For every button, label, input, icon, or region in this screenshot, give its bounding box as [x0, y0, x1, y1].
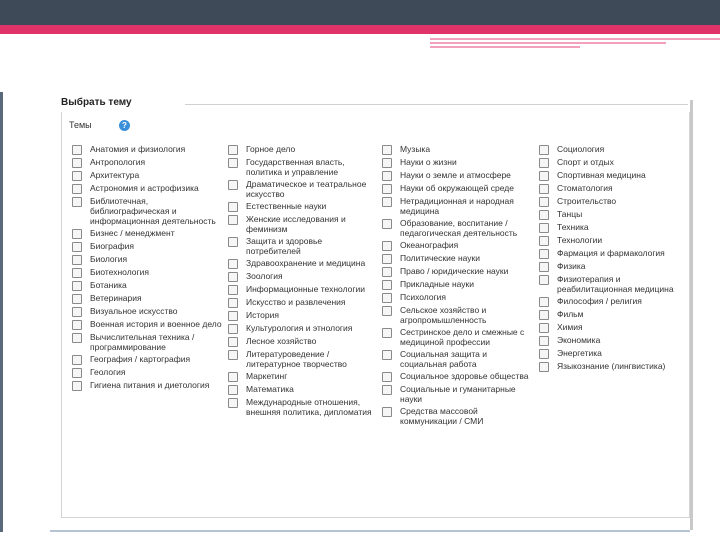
topic-option[interactable] [228, 258, 378, 269]
topic-label[interactable]: Визуальное искусство [90, 306, 178, 316]
topics-fieldset [61, 112, 690, 518]
topic-label[interactable]: Экономика [557, 335, 601, 345]
topic-option[interactable] [72, 367, 222, 378]
topics-legend [69, 120, 127, 130]
topic-option[interactable] [228, 384, 378, 395]
topic-checkbox[interactable] [228, 215, 238, 225]
topic-checkbox[interactable] [228, 324, 238, 334]
topic-checkbox[interactable] [72, 333, 82, 343]
topic-checkbox[interactable] [72, 381, 82, 391]
topic-label[interactable]: Бизнес / менеджмент [90, 228, 175, 238]
topic-checkbox[interactable] [382, 158, 392, 168]
topic-checkbox[interactable] [382, 328, 392, 338]
topic-label[interactable]: Прикладные науки [400, 279, 474, 289]
topic-option[interactable] [539, 157, 689, 168]
topic-option[interactable] [228, 144, 378, 155]
topic-label[interactable]: Техника [557, 222, 589, 232]
topic-checkbox[interactable] [72, 171, 82, 181]
topic-option[interactable] [539, 144, 689, 155]
topic-option[interactable] [228, 323, 378, 334]
topic-checkbox[interactable] [72, 255, 82, 265]
topic-checkbox[interactable] [228, 202, 238, 212]
topic-label[interactable]: Женские исследования и феминизм [246, 214, 346, 234]
top-header-bar [0, 0, 720, 25]
topic-column-2 [228, 144, 378, 419]
topic-option[interactable] [382, 305, 532, 325]
panel-title: Выбрать тему [61, 97, 132, 108]
topic-label[interactable]: Математика [246, 384, 294, 394]
topic-option[interactable] [539, 274, 689, 294]
topic-label[interactable]: Биография [90, 241, 134, 251]
topic-label[interactable]: Энергетика [557, 348, 602, 358]
topic-option[interactable] [228, 157, 378, 177]
topic-label[interactable]: Ветеринария [90, 293, 142, 303]
topic-checkbox[interactable] [382, 306, 392, 316]
topic-option[interactable] [72, 306, 222, 317]
topic-option[interactable] [539, 209, 689, 220]
topic-checkbox[interactable] [72, 184, 82, 194]
topic-option[interactable] [72, 267, 222, 278]
topic-option[interactable] [228, 214, 378, 234]
topic-label[interactable]: Средства массовой коммуникации / СМИ [400, 406, 484, 426]
topic-checkbox[interactable] [72, 268, 82, 278]
topic-checkbox[interactable] [228, 272, 238, 282]
topic-label[interactable]: Драматическое и театральное искусство [246, 179, 367, 199]
topic-option[interactable] [72, 196, 222, 226]
topic-checkbox[interactable] [382, 372, 392, 382]
topic-column-4 [539, 144, 689, 374]
topic-option[interactable] [382, 196, 532, 216]
topic-option[interactable] [228, 179, 378, 199]
topic-checkbox[interactable] [539, 145, 549, 155]
left-border [0, 92, 3, 532]
topic-option[interactable] [72, 354, 222, 365]
topic-option[interactable] [228, 371, 378, 382]
topic-label[interactable]: Сельское хозяйство и агропромышленность [400, 305, 487, 325]
topic-label[interactable]: Химия [557, 322, 583, 332]
topic-option[interactable] [382, 406, 532, 426]
topic-checkbox[interactable] [382, 197, 392, 207]
topic-label[interactable]: Маркетинг [246, 371, 288, 381]
topic-checkbox[interactable] [539, 197, 549, 207]
topic-option[interactable] [228, 201, 378, 212]
decorative-line [430, 42, 666, 44]
topic-option[interactable] [539, 183, 689, 194]
topic-option[interactable] [382, 371, 532, 382]
topic-label[interactable]: Социология [557, 144, 605, 154]
topic-label[interactable]: Здравоохранение и медицина [246, 258, 366, 268]
topic-option[interactable] [382, 327, 532, 347]
topic-label[interactable]: Ботаника [90, 280, 127, 290]
topic-checkbox[interactable] [539, 275, 549, 285]
topic-label[interactable]: Науки о жизни [400, 157, 457, 167]
decorative-line [430, 38, 720, 40]
topic-checkbox[interactable] [72, 355, 82, 365]
topic-option[interactable] [539, 335, 689, 346]
topic-label[interactable]: Естественные науки [246, 201, 327, 211]
topic-checkbox[interactable] [228, 385, 238, 395]
topic-checkbox[interactable] [228, 158, 238, 168]
topic-option[interactable] [539, 322, 689, 333]
topic-label[interactable]: Право / юридические науки [400, 266, 509, 276]
topic-checkbox[interactable] [228, 237, 238, 247]
topic-option[interactable] [72, 254, 222, 265]
topic-option[interactable] [72, 157, 222, 168]
topic-checkbox[interactable] [539, 171, 549, 181]
topic-checkbox[interactable] [539, 362, 549, 372]
topic-checkbox[interactable] [72, 368, 82, 378]
topic-label[interactable]: Стоматология [557, 183, 613, 193]
topic-checkbox[interactable] [228, 285, 238, 295]
topic-option[interactable] [539, 348, 689, 359]
topic-option[interactable] [228, 336, 378, 347]
topic-checkbox[interactable] [72, 320, 82, 330]
topic-label[interactable]: Лесное хозяйство [246, 336, 317, 346]
topic-checkbox[interactable] [228, 259, 238, 269]
topic-checkbox[interactable] [228, 145, 238, 155]
topic-option[interactable] [72, 241, 222, 252]
topic-checkbox[interactable] [382, 171, 392, 181]
topic-label[interactable]: Нетрадиционная и народная медицина [400, 196, 514, 216]
topic-label[interactable]: Анатомия и физиология [90, 144, 186, 154]
topic-label[interactable]: Технологии [557, 235, 603, 245]
topic-label[interactable]: Социальные и гуманитарные науки [400, 384, 516, 404]
topic-option[interactable] [382, 279, 532, 290]
topic-checkbox[interactable] [539, 349, 549, 359]
topic-option[interactable] [228, 397, 378, 417]
topic-label[interactable]: Политические науки [400, 253, 481, 263]
topic-label[interactable]: Фармация и фармакология [557, 248, 665, 258]
topic-checkbox[interactable] [382, 145, 392, 155]
topic-option[interactable] [382, 292, 532, 303]
topic-column-1 [72, 144, 222, 393]
topic-checkbox[interactable] [72, 281, 82, 291]
topic-option[interactable] [228, 236, 378, 256]
topic-option[interactable] [539, 222, 689, 233]
topic-checkbox[interactable] [228, 337, 238, 347]
topic-label[interactable]: Социальное здоровье общества [400, 371, 529, 381]
topic-option[interactable] [228, 297, 378, 308]
topic-option[interactable] [382, 349, 532, 369]
topic-option[interactable] [382, 253, 532, 264]
topic-checkbox[interactable] [539, 249, 549, 259]
topic-label[interactable]: Физиотерапия и реабилитационная медицина [557, 274, 674, 294]
topic-label[interactable]: Библиотечная, библиографическая и информационная деятельность [90, 196, 216, 226]
topic-option[interactable] [539, 170, 689, 181]
topic-checkbox[interactable] [228, 298, 238, 308]
topic-option[interactable] [382, 240, 532, 251]
topic-checkbox[interactable] [382, 184, 392, 194]
topic-label[interactable]: Антропология [90, 157, 146, 167]
topic-option[interactable] [382, 157, 532, 168]
topic-label[interactable]: Государственная власть, политика и управление [246, 157, 345, 177]
topic-checkbox[interactable] [382, 280, 392, 290]
topic-option[interactable] [539, 235, 689, 246]
topic-checkbox[interactable] [228, 180, 238, 190]
topic-label[interactable]: Фильм [557, 309, 584, 319]
topic-option[interactable] [228, 349, 378, 369]
topic-label[interactable]: Танцы [557, 209, 583, 219]
topic-checkbox[interactable] [228, 372, 238, 382]
topic-label[interactable]: История [246, 310, 279, 320]
topic-option[interactable] [382, 384, 532, 404]
decorative-line [430, 46, 580, 48]
topic-checkbox[interactable] [539, 236, 549, 246]
topic-checkbox[interactable] [539, 210, 549, 220]
topic-option[interactable] [72, 228, 222, 239]
topic-label[interactable]: Музыка [400, 144, 431, 154]
topic-label[interactable]: Спортивная медицина [557, 170, 646, 180]
topic-option[interactable] [539, 248, 689, 259]
topic-option[interactable] [539, 261, 689, 272]
topic-option[interactable] [72, 319, 222, 330]
topic-selection-panel [48, 92, 688, 528]
topic-label[interactable]: Литературоведение / литературное творчество [246, 349, 347, 369]
topic-label[interactable]: География / картография [90, 354, 191, 364]
topic-option[interactable] [382, 183, 532, 194]
topic-option[interactable] [382, 218, 532, 238]
right-border [690, 100, 693, 530]
topic-label[interactable]: Защита и здоровье потребителей [246, 236, 323, 256]
topic-checkbox[interactable] [382, 293, 392, 303]
topic-checkbox[interactable] [228, 350, 238, 360]
topic-checkbox[interactable] [539, 158, 549, 168]
topic-checkbox[interactable] [539, 336, 549, 346]
title-divider [185, 104, 688, 105]
topic-option[interactable] [382, 170, 532, 181]
topic-label[interactable]: Горное дело [246, 144, 296, 154]
topic-checkbox[interactable] [382, 241, 392, 251]
topic-checkbox[interactable] [72, 145, 82, 155]
topic-checkbox[interactable] [228, 398, 238, 408]
topic-label[interactable]: Гигиена питания и диетология [90, 380, 210, 390]
topic-checkbox[interactable] [539, 223, 549, 233]
topic-option[interactable] [539, 296, 689, 307]
topic-checkbox[interactable] [72, 307, 82, 317]
topic-label[interactable]: Вычислительная техника / программирование [90, 332, 195, 352]
topic-option[interactable] [539, 309, 689, 320]
topic-option[interactable] [72, 170, 222, 181]
topic-checkbox[interactable] [72, 294, 82, 304]
topic-checkbox[interactable] [72, 242, 82, 252]
topic-label[interactable]: Искусство и развлечения [246, 297, 346, 307]
topic-label[interactable]: Информационные технологии [246, 284, 365, 294]
topic-label[interactable]: Спорт и отдых [557, 157, 614, 167]
topic-checkbox[interactable] [539, 262, 549, 272]
topic-label[interactable]: Культурология и этнология [246, 323, 353, 333]
topic-checkbox[interactable] [382, 407, 392, 417]
topic-label[interactable]: Военная история и военное дело [90, 319, 222, 329]
topic-label[interactable]: Физика [557, 261, 586, 271]
topic-option[interactable] [72, 280, 222, 291]
topic-column-3 [382, 144, 532, 428]
topic-label[interactable]: Сестринское дело и смежные с медициной профессии [400, 327, 525, 347]
topic-checkbox[interactable] [382, 219, 392, 229]
topics-legend-label: Темы [69, 120, 92, 130]
topic-label[interactable]: Зоология [246, 271, 283, 281]
topic-label[interactable]: Философия / религия [557, 296, 642, 306]
topic-option[interactable] [539, 196, 689, 207]
topic-option[interactable] [382, 144, 532, 155]
topic-label[interactable]: Биология [90, 254, 128, 264]
topic-option[interactable] [539, 361, 689, 372]
topic-label[interactable]: Международные отношения, внешняя политика, дипломатия [246, 397, 372, 417]
bottom-border [50, 530, 690, 532]
topic-option[interactable] [228, 310, 378, 321]
topic-label[interactable]: Биотехнология [90, 267, 149, 277]
topic-checkbox[interactable] [382, 254, 392, 264]
topic-checkbox[interactable] [382, 385, 392, 395]
topic-checkbox[interactable] [382, 267, 392, 277]
topic-option[interactable] [72, 332, 222, 352]
topic-option[interactable] [228, 271, 378, 282]
topic-checkbox[interactable] [382, 350, 392, 360]
topic-label[interactable]: Социальная защита и социальная работа [400, 349, 487, 369]
topic-label[interactable]: Океанография [400, 240, 459, 250]
topic-label[interactable]: Астрономия и астрофизика [90, 183, 199, 193]
topic-option[interactable] [72, 144, 222, 155]
topic-checkbox[interactable] [539, 310, 549, 320]
topic-option[interactable] [382, 266, 532, 277]
topic-checkbox[interactable] [72, 229, 82, 239]
topic-option[interactable] [228, 284, 378, 295]
help-icon[interactable]: ? [119, 120, 130, 131]
topic-option[interactable] [72, 380, 222, 391]
topic-checkbox[interactable] [72, 197, 82, 207]
accent-strip [0, 25, 720, 34]
topic-checkbox[interactable] [539, 297, 549, 307]
topic-checkbox[interactable] [539, 323, 549, 333]
topic-checkbox[interactable] [228, 311, 238, 321]
topic-checkbox[interactable] [72, 158, 82, 168]
topic-label[interactable]: Психология [400, 292, 447, 302]
topic-label[interactable]: Строительство [557, 196, 617, 206]
topic-checkbox[interactable] [539, 184, 549, 194]
topic-option[interactable] [72, 183, 222, 194]
topic-option[interactable] [72, 293, 222, 304]
topic-label[interactable]: Образование, воспитание / педагогическая деятельность [400, 218, 518, 238]
topic-label[interactable]: Науки о земле и атмосфере [400, 170, 511, 180]
topic-label[interactable]: Языкознание (лингвистика) [557, 361, 666, 371]
topic-label[interactable]: Архитектура [90, 170, 140, 180]
topic-label[interactable]: Геология [90, 367, 126, 377]
topic-label[interactable]: Науки об окружающей среде [400, 183, 514, 193]
